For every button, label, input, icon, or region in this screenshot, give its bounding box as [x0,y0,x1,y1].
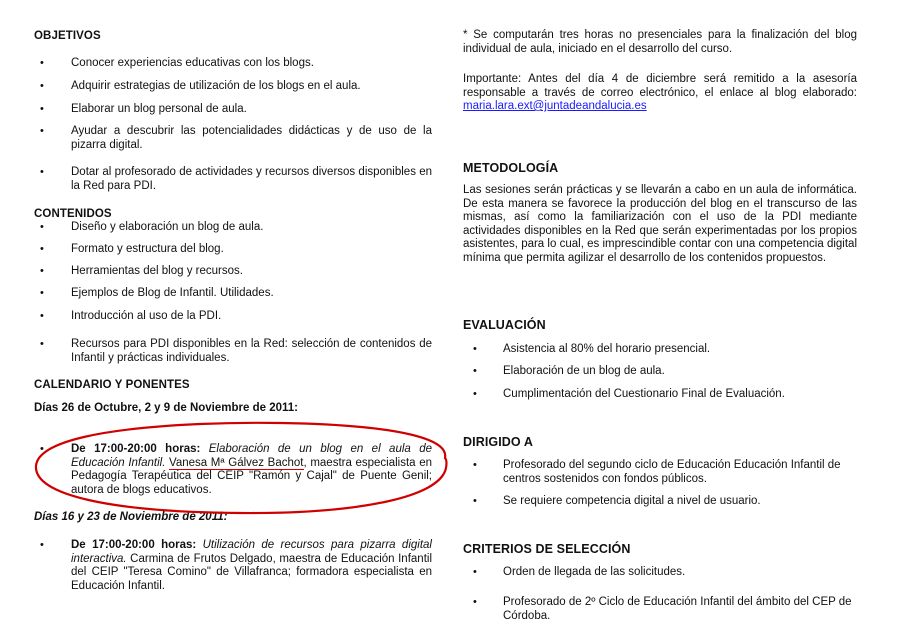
list-item: • Orden de llegada de las solicitudes. [473,566,686,578]
bullet-icon: • [40,287,44,299]
bullet-icon: • [473,365,477,377]
list-item: • Asistencia al 80% del horario presencial. [473,343,711,355]
bullet-icon: • [473,388,477,400]
list-item: • Elaboración de un blog de aula. [473,365,665,377]
list-item: • Introducción al uso de la PDI. [40,310,222,322]
contenidos-heading: CONTENIDOS [34,208,112,220]
session-time: De 17:00-20:00 horas: [71,443,201,455]
list-item: • Conocer experiencias educativas con los blogs. [40,57,314,69]
computan-note: * Se computarán tres horas no presenciales para la finalización del blog individual de aula, iniciado en el desarrollo del curso. [463,29,857,55]
bullet-icon: • [40,80,44,92]
importante-note: Importante: Antes del día 4 de diciembre será remitido a la asesoría responsable a través de correo electrónico, el enlace al blog elaborado: maria.lara.ext@juntadeandalucia.es [463,73,857,112]
list-item: • Herramientas del blog y recursos. [40,265,243,277]
bullet-icon: • [40,539,44,551]
bullet-icon: • [473,596,477,608]
objetivos-heading: OBJETIVOS [34,30,101,42]
bullet-icon: • [40,443,44,455]
bullet-icon: • [40,57,44,69]
bullet-icon: • [473,495,477,507]
list-item: • Ejemplos de Blog de Infantil. Utilidades. [40,287,274,299]
list-item: • Profesorado del segundo ciclo de Educación Educación Infantil de centros sostenidos con fondos públicos. [473,459,841,485]
session-time: De 17:00-20:00 horas: [71,539,197,551]
list-item: • Profesorado de 2º Ciclo de Educación Infantil del ámbito del CEP de Córdoba. [473,596,852,622]
evaluacion-heading: EVALUACIÓN [463,318,546,332]
calendario-heading: CALENDARIO Y PONENTES [34,379,190,391]
dates-group-2: Días 16 y 23 de Noviembre de 2011: [34,511,228,523]
speaker-description: Carmina de Frutos Delgado, maestra de Educación Infantil del CEIP "Teresa Comino" de Villafranca; formadora especialista en Educación Infantil. [71,552,432,592]
speaker-name: Vanesa Mª Gálvez Bachot [169,456,304,469]
bullet-icon: • [40,338,44,350]
bullet-icon: • [40,221,44,233]
session-item-1 [34,443,432,497]
speaker-description: , maestra especialista en Pedagogía Terapéutica del CEIP "Ramón y Cajal" de Puente Genil; autora de blogs educativos. [71,456,432,496]
dirigido-heading: DIRIGIDO A [463,435,533,449]
bullet-icon: • [40,310,44,322]
list-item: • Adquirir estrategias de utilización de los blogs en el aula. [40,80,361,92]
bullet-icon: • [473,459,477,471]
criterios-heading: CRITERIOS DE SELECCIÓN [463,542,631,556]
bullet-icon: • [473,566,477,578]
bullet-icon: • [40,265,44,277]
list-item: • Se requiere competencia digital a nivel de usuario. [473,495,761,507]
list-item: • Cumplimentación del Cuestionario Final de Evaluación. [473,388,785,400]
bullet-icon: • [40,166,44,178]
metodologia-text: Las sesiones serán prácticas y se llevarán a cabo en un aula de informática. De esta manera se favorece la producción del blog en el transcurso de las mismas, así como la familiarización con el uso de la PDI mediante actividades disponibles en la Red que serán experimentadas por los propios asistentes, para lo cual, es imprescindible contar con una competencia digital mínima que permita agilizar el desarrollo de los contenidos propuestos. [463,184,857,264]
list-item: • Recursos para PDI disponibles en la Red: selección de contenidos de Infantil y prácticas individuales. [40,338,432,364]
list-item: • Formato y estructura del blog. [40,243,224,255]
bullet-icon: • [40,103,44,115]
dates-group-1: Días 26 de Octubre, 2 y 9 de Noviembre de 2011: [34,402,298,414]
session-topic: Utilización de recursos para pizarra digital interactiva. [71,539,432,565]
list-item: • Elaborar un blog personal de aula. [40,103,247,115]
list-item: • Ayudar a descubrir las potencialidades didácticas y de uso de la pizarra digital. [40,125,432,151]
list-item: • Dotar al profesorado de actividades y recursos diversos disponibles en la Red para PDI. [40,166,432,192]
session-item-2 [34,539,432,593]
email-link[interactable]: maria.lara.ext@juntadeandalucia.es [463,100,647,112]
session-topic: Elaboración de un blog en el aula de Educación Infantil. [71,443,432,469]
metodologia-heading: METODOLOGÍA [463,161,559,175]
bullet-icon: • [40,125,44,137]
bullet-icon: • [473,343,477,355]
bullet-icon: • [40,243,44,255]
list-item: • Diseño y elaboración un blog de aula. [40,221,264,233]
